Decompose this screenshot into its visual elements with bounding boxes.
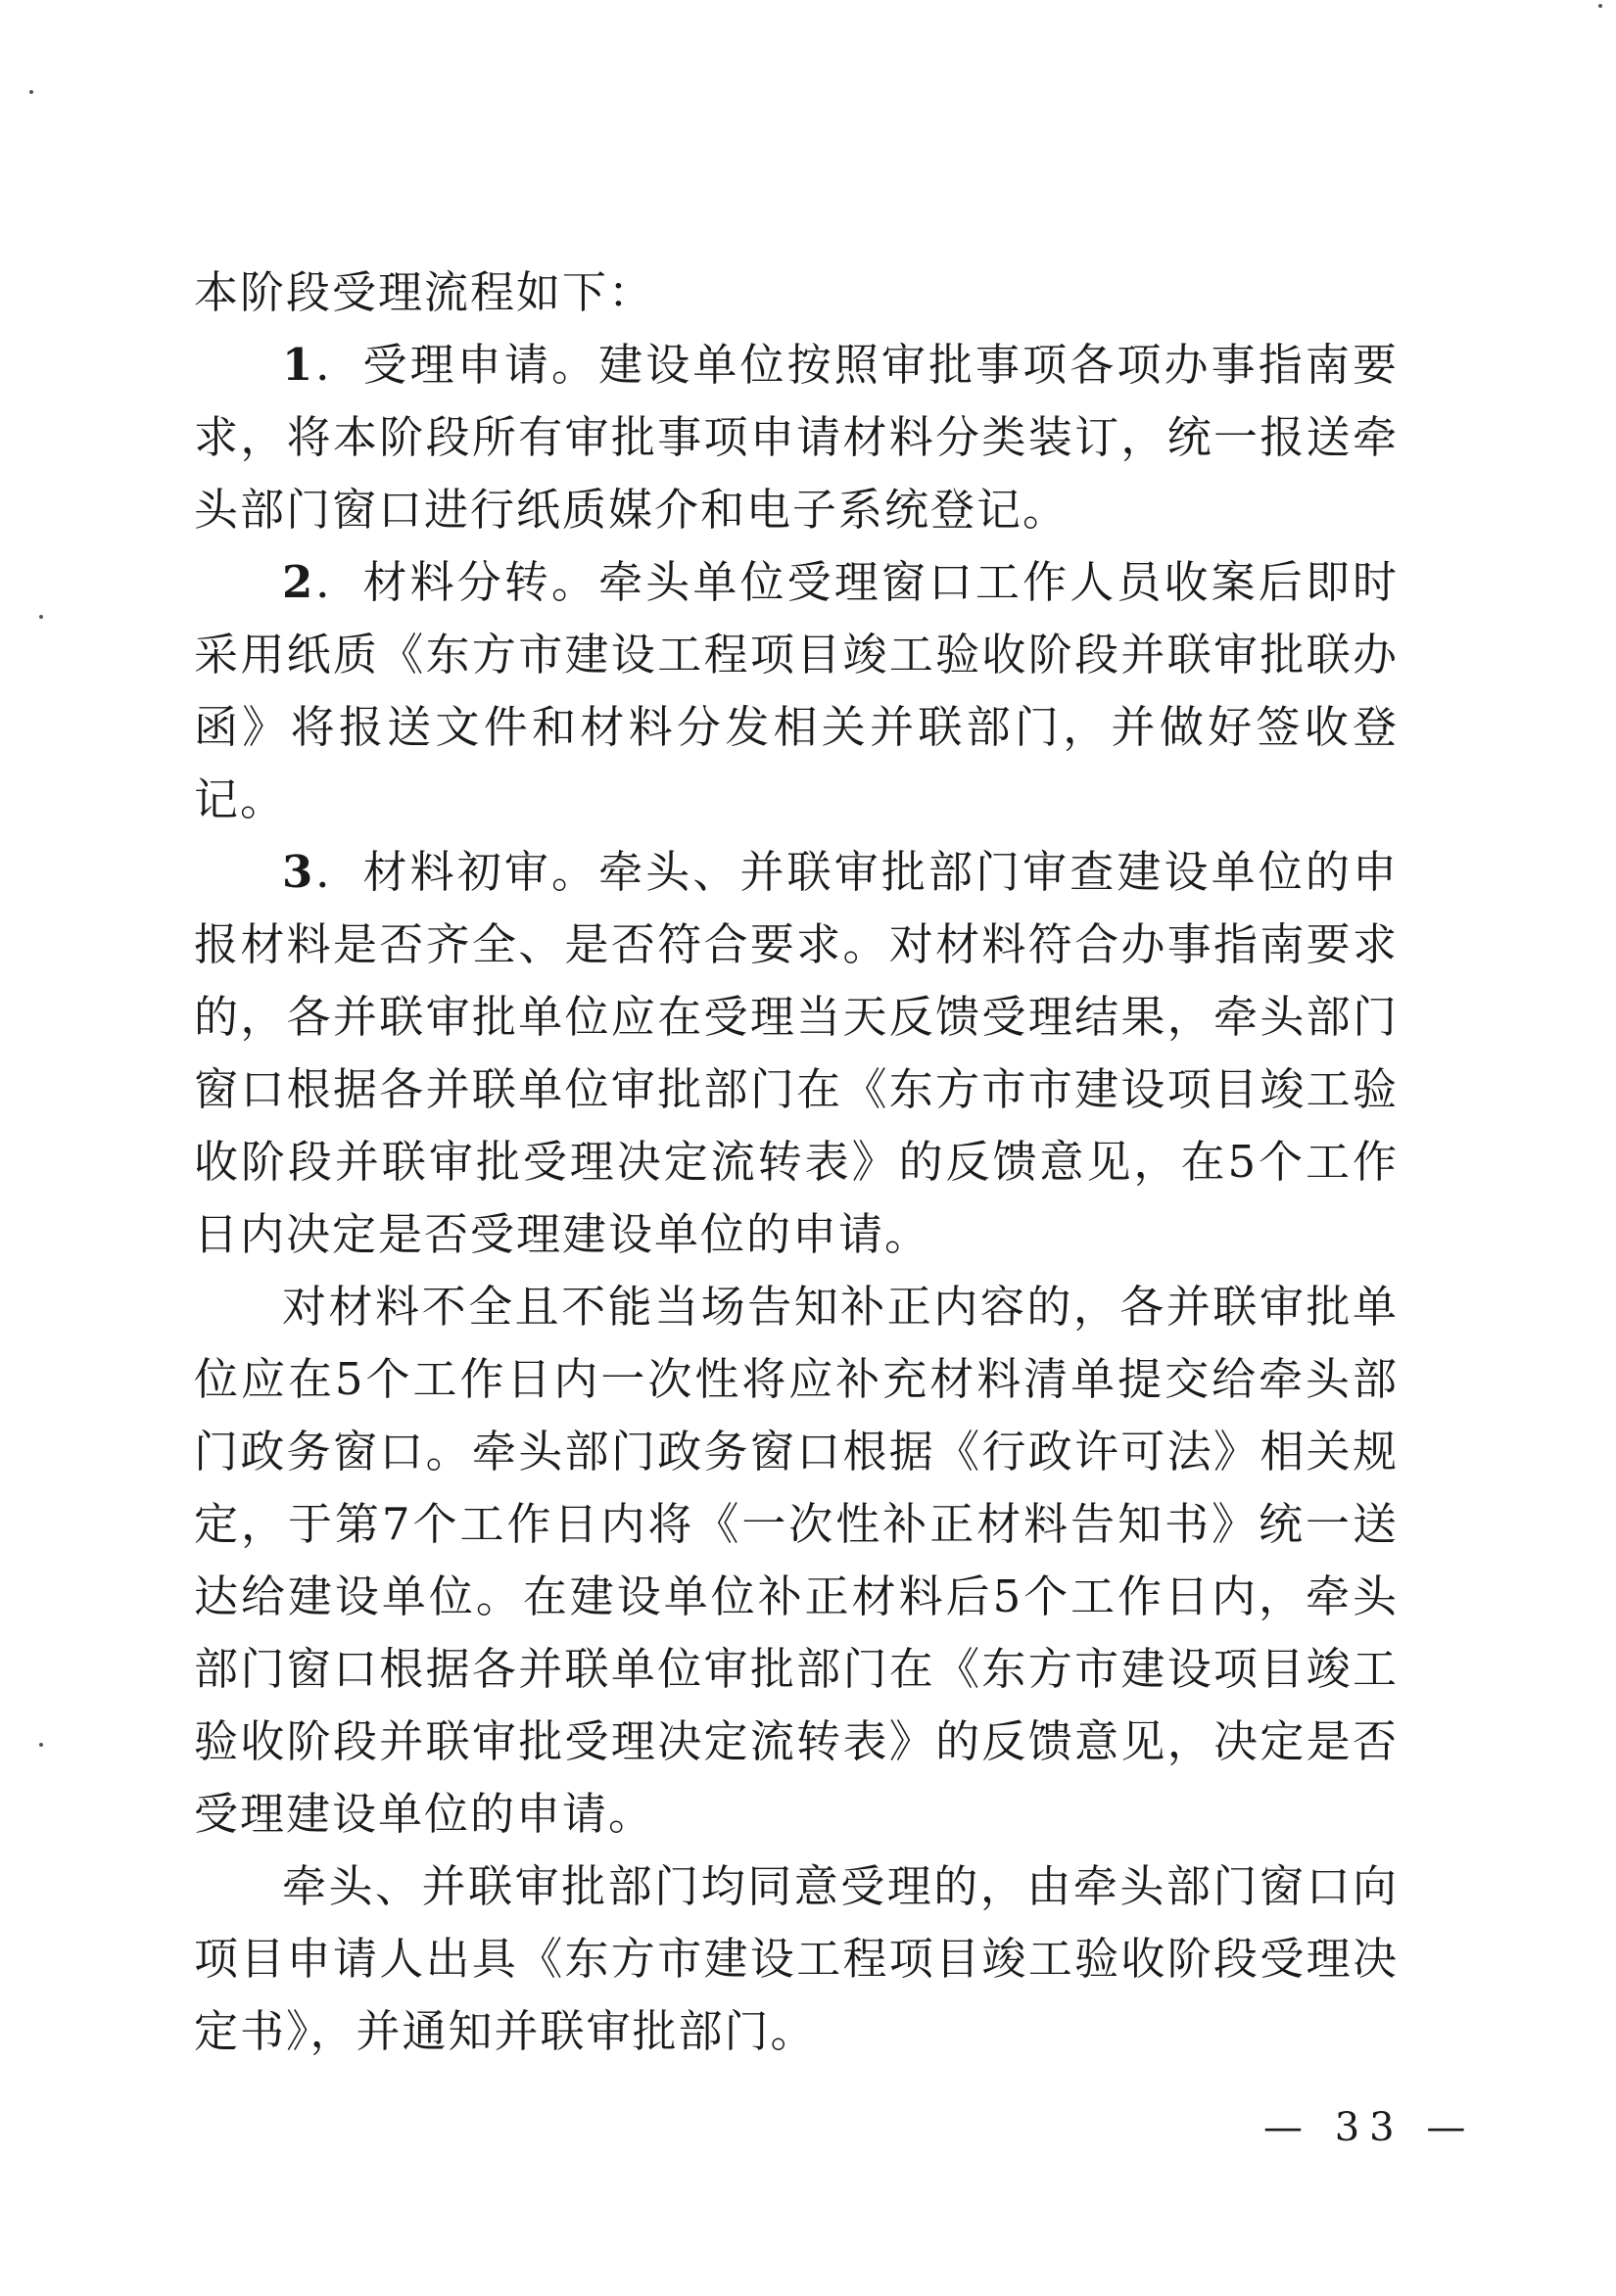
paragraph-number: 3 bbox=[282, 846, 315, 898]
page-number: — 33 — bbox=[1263, 2105, 1476, 2150]
paragraph-text: ．材料初审。牵头、并联审批部门审查建设单位的申报材料是否齐全、是否符合要求。对材料符合办事指南要求的，各并联审批单位应在受理当天反馈受理结果，牵头部门窗口根据各并联单位审批部门在《东方市市建设项目竣工验收阶段并联审批受理决定流转表》的反馈意见，在5个工作日内决定是否受理建设单位的申请。 bbox=[194, 846, 1399, 1260]
paragraph-number: 2 bbox=[282, 556, 315, 608]
paragraph-5 bbox=[194, 1851, 1399, 2068]
scan-speck bbox=[29, 90, 33, 94]
scan-speck bbox=[1598, 4, 1602, 8]
paragraph-text: ．材料分转。牵头单位受理窗口工作人员收案后即时采用纸质《东方市建设工程项目竣工验收阶段并联审批联办函》将报送文件和材料分发相关并联部门，并做好签收登记。 bbox=[194, 556, 1399, 825]
scan-speck bbox=[39, 615, 43, 619]
paragraph-4 bbox=[194, 1271, 1399, 1851]
paragraph-number: 1 bbox=[282, 339, 315, 391]
document-body bbox=[194, 257, 1399, 2068]
paragraph-text: ．受理申请。建设单位按照审批事项各项办事指南要求，将本阶段所有审批事项申请材料分类装订，统一报送牵头部门窗口进行纸质媒介和电子系统登记。 bbox=[194, 339, 1399, 536]
paragraph-text: 对材料不全且不能当场告知补正内容的，各并联审批单位应在5个工作日内一次性将应补充材料清单提交给牵头部门政务窗口。牵头部门政务窗口根据《行政许可法》相关规定，于第7个工作日内将《一次性补正材料告知书》统一送达给建设单位。在建设单位补正材料后5个工作日内，牵头部门窗口根据各并联单位审批部门在《东方市建设项目竣工验收阶段并联审批受理决定流转表》的反馈意见，决定是否受理建设单位的申请。 bbox=[194, 1281, 1399, 1840]
paragraph-text: 牵头、并联审批部门均同意受理的，由牵头部门窗口向项目申请人出具《东方市建设工程项目竣工验收阶段受理决定书》，并通知并联审批部门。 bbox=[194, 1860, 1399, 2057]
scan-speck bbox=[39, 1743, 43, 1747]
paragraph-1 bbox=[194, 329, 1399, 546]
paragraph-3 bbox=[194, 836, 1399, 1271]
intro-line: 本阶段受理流程如下： bbox=[194, 266, 655, 318]
paragraph-2 bbox=[194, 546, 1399, 836]
